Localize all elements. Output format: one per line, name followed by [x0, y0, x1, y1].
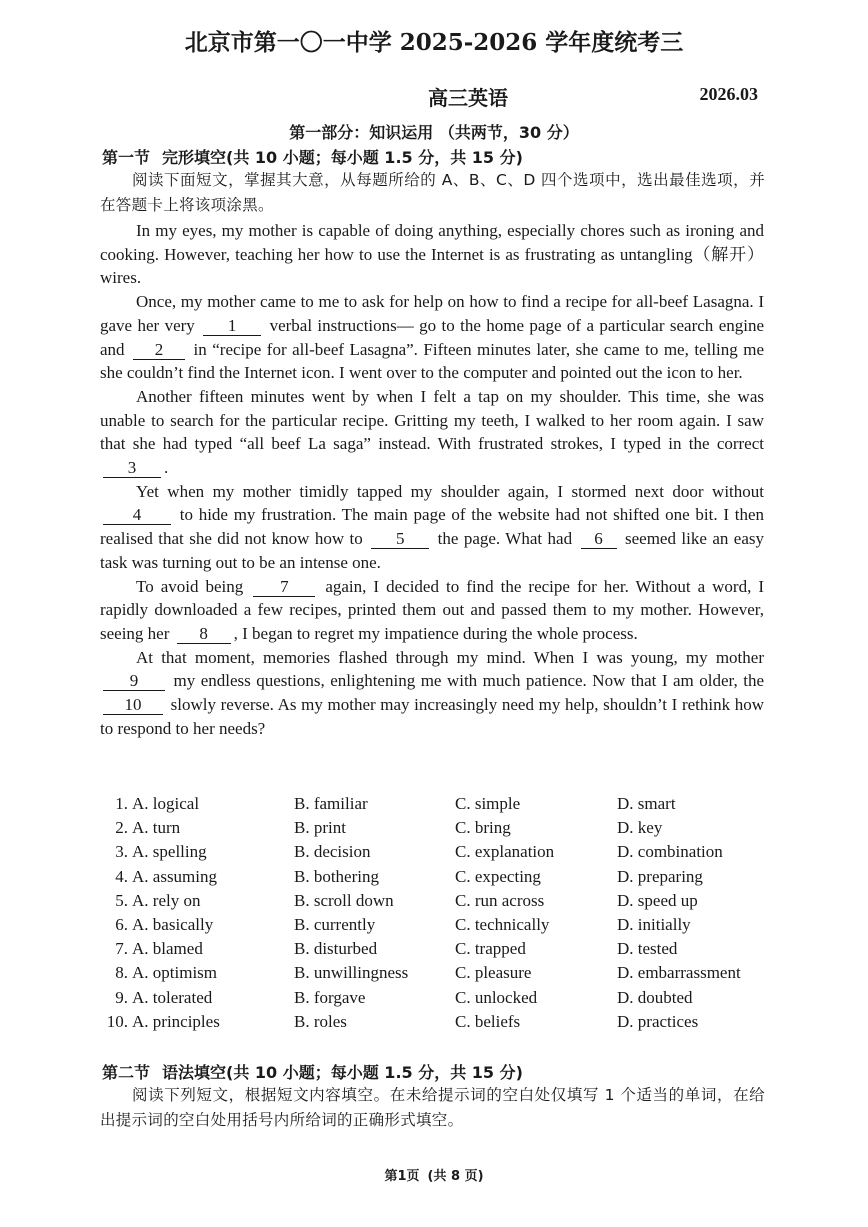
option-row	[98, 891, 778, 915]
blank-4: 4	[103, 506, 171, 525]
option-b: B. decision	[294, 842, 371, 862]
option-row	[98, 818, 778, 842]
blank-3: 3	[103, 459, 161, 478]
passage-text: slowly reverse. As my mother may increasingly need my help, shouldn’t I rethink how to respond to her needs?	[100, 695, 765, 738]
passage-text: , I began to regret my impatience during the whole process.	[233, 623, 638, 643]
question-number: 6.	[115, 914, 128, 934]
blank-1: 1	[203, 317, 261, 336]
passage-paragraph-4	[100, 480, 764, 575]
subject-label: 高三英语	[428, 86, 508, 110]
blank-8: 8	[177, 625, 231, 644]
passage-text: seemed like an easy task was turning out to be an intense one.	[100, 529, 765, 572]
option-c: C. pleasure	[455, 963, 532, 983]
passage-paragraph-2	[100, 290, 764, 385]
option-d: D. preparing	[617, 866, 703, 886]
passage-text: Another fifteen minutes went by when I felt a tap on my shoulder. This time, she was unable to search for the particular recipe. Gritting my teeth, I walked to her room again. I saw that she had typed “all beef La saga” instead. With frustrated strokes, I typed in the correct	[100, 386, 764, 454]
exam-date: 2026.03	[699, 84, 758, 104]
option-a: A. tolerated	[132, 987, 213, 1007]
option-c: C. technically	[455, 914, 550, 934]
blank-10: 10	[103, 696, 163, 715]
option-row	[98, 794, 778, 818]
passage-text: Yet when my mother timidly tapped my shoulder again, I stormed next door without	[136, 481, 764, 501]
passage-text: my endless questions, enlightening me with much patience. Now that I am older, the	[173, 671, 765, 691]
option-b: B. unwillingness	[294, 963, 409, 983]
question-number: 3.	[115, 842, 128, 862]
section1-name: 第一节	[102, 148, 151, 167]
question-number: 4.	[115, 866, 128, 886]
passage-text: to hide my frustration. The main page of the website had not shifted one bit. I then realised that she did not know how to	[100, 505, 764, 549]
question-number: 5.	[115, 890, 128, 910]
section2-instructions: 阅读下列短文，根据短文内容填空。在未给提示词的空白处仅填写 1 个适当的单词，在给出提示词的空白处用括号内所给词的正确形式填空。	[100, 1086, 765, 1129]
question-number: 10.	[106, 1011, 128, 1031]
passage-paragraph-6	[100, 646, 764, 741]
cloze-passage	[100, 219, 764, 740]
question-number: 1.	[115, 794, 128, 813]
option-b: B. bothering	[294, 866, 379, 886]
passage-text: verbal instructions— go to the home page of a particular search engine and	[100, 315, 765, 359]
section2-name: 第二节	[102, 1063, 151, 1082]
option-b: B. currently	[294, 914, 376, 934]
answer-options	[98, 794, 778, 1036]
passage-text: .	[164, 458, 169, 478]
section2-heading	[102, 1060, 523, 1083]
option-d: D. doubted	[617, 987, 693, 1007]
option-a: A. basically	[132, 914, 214, 934]
question-number: 2.	[115, 818, 128, 838]
question-number: 9.	[115, 987, 128, 1007]
question-number: 7.	[115, 939, 128, 959]
option-c: C. explanation	[455, 842, 555, 862]
passage-paragraph-3	[100, 385, 764, 480]
option-c: C. trapped	[455, 939, 526, 959]
option-a: A. assuming	[132, 866, 217, 886]
section1-instructions: 阅读下面短文，掌握其大意，从每题所给的 A、B、C、D 四个选项中，选出最佳选项，并在答题卡上将该项涂黑。	[100, 171, 765, 214]
part1-heading: 第一部分：知识运用 （共两节，30 分）	[289, 123, 579, 142]
passage-text: Once, my mother came to me to ask for help on how to find a recipe for all-beef Lasagna. I gave her very	[100, 292, 764, 335]
option-d: D. embarrassment	[617, 963, 741, 983]
passage-text: in “recipe for all-beef Lasagna”. Fifteen minutes later, she came to me, telling me she couldn’t find the Internet icon. I went over to the computer and pointed out the icon to her.	[100, 339, 765, 383]
option-d: D. practices	[617, 1011, 699, 1031]
blank-9: 9	[103, 672, 165, 691]
section2-title: 语法填空(共 10 小题；每小题 1.5 分，共 15 分)	[162, 1063, 523, 1082]
option-b: B. roles	[294, 1011, 347, 1031]
option-b: B. disturbed	[294, 939, 378, 959]
option-c: C. run across	[455, 890, 545, 910]
option-a: A. logical	[132, 794, 200, 813]
option-b: B. forgave	[294, 987, 366, 1007]
option-a: A. blamed	[132, 939, 203, 959]
passage-text: the page. What had	[437, 529, 573, 549]
passage-text: To avoid being	[136, 576, 244, 596]
option-b: B. familiar	[294, 794, 368, 813]
option-b: B. print	[294, 818, 346, 838]
option-row	[98, 963, 778, 987]
option-c: C. beliefs	[455, 1011, 521, 1031]
option-d: D. combination	[617, 842, 723, 862]
blank-6: 6	[581, 530, 617, 549]
page-footer	[0, 1165, 868, 1184]
blank-7: 7	[253, 578, 315, 597]
blank-2: 2	[133, 341, 185, 360]
option-a: A. rely on	[132, 890, 201, 910]
option-row	[98, 1012, 778, 1036]
option-d: D. initially	[617, 914, 691, 934]
passage-paragraph-1: In my eyes, my mother is capable of doing anything, especially chores such as ironing and cooking. However, teaching her how to use the Internet is as frustrating as untangling（解开）wires.	[100, 221, 764, 288]
passage-text: At that moment, memories flashed through my mind. When I was young, my mother	[136, 647, 764, 667]
blank-5: 5	[371, 530, 429, 549]
option-row	[98, 867, 778, 891]
option-a: A. optimism	[132, 963, 218, 983]
passage-text: again, I decided to find the recipe for her. Without a word, I rapidly downloaded a few recipes, printed them out and passed them to my mother. However, seeing her	[100, 576, 765, 643]
option-b: B. scroll down	[294, 890, 394, 910]
option-c: C. unlocked	[455, 987, 538, 1007]
option-d: D. tested	[617, 939, 678, 959]
option-d: D. speed up	[617, 890, 698, 910]
option-a: A. spelling	[132, 842, 207, 862]
section1-heading	[102, 145, 523, 168]
exam-title: 北京市第一〇一中学 2025-2026 学年度统考三	[184, 29, 684, 56]
section1-title: 完形填空(共 10 小题；每小题 1.5 分，共 15 分)	[162, 148, 523, 167]
option-a: A. principles	[132, 1011, 220, 1031]
option-c: C. simple	[455, 794, 521, 813]
page-number: 第1页	[384, 1169, 420, 1184]
option-a: A. turn	[132, 818, 181, 838]
question-number: 8.	[115, 963, 128, 983]
option-c: C. bring	[455, 818, 511, 838]
option-d: D. key	[617, 818, 663, 838]
option-row	[98, 915, 778, 939]
option-d: D. smart	[617, 794, 676, 813]
page-total: (共 8 页)	[427, 1169, 484, 1184]
option-row	[98, 988, 778, 1012]
option-row	[98, 939, 778, 963]
option-c: C. expecting	[455, 866, 541, 886]
subtitle-row	[0, 82, 868, 112]
passage-paragraph-5	[100, 575, 764, 646]
option-row	[98, 842, 778, 866]
